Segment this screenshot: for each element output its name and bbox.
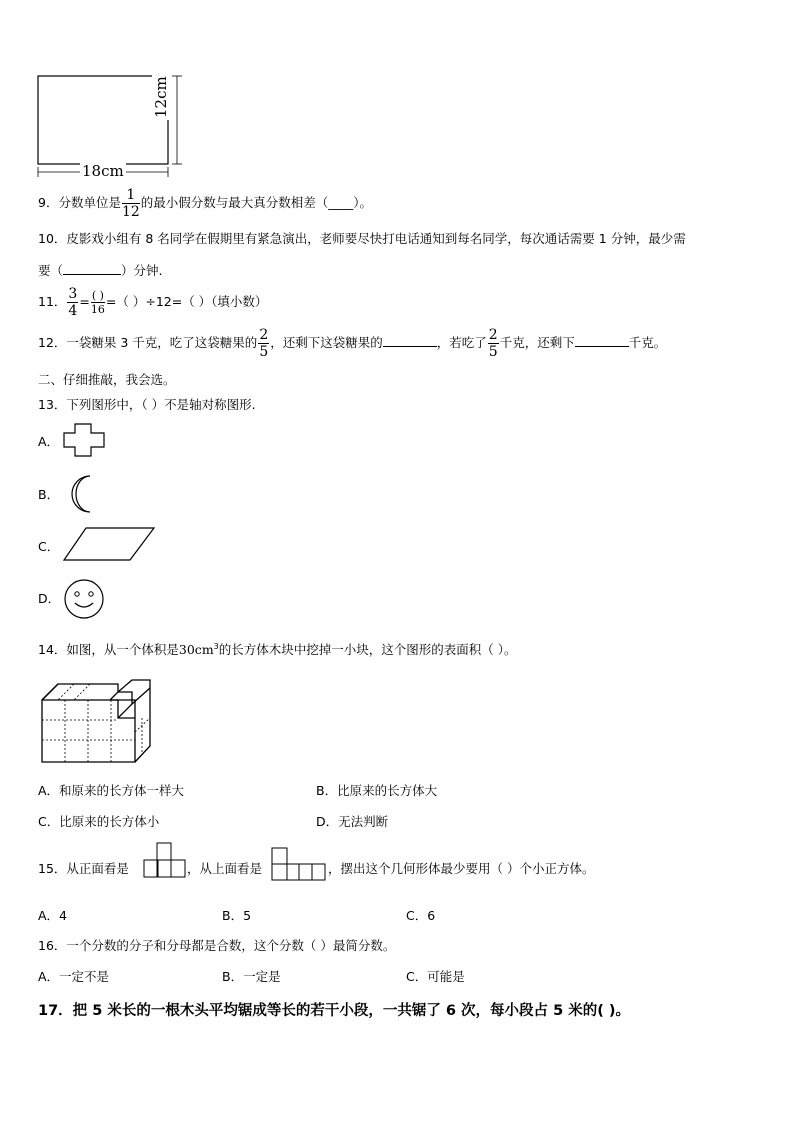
- question-9: 9．分数单位是 $\frac{1}{12}$ 的最小假分数与最大真分数相差（____）。: [38, 187, 373, 220]
- top-view-figure: [270, 846, 328, 882]
- option-b-label[interactable]: B．: [38, 487, 60, 502]
- question-15-post: ，摆出这个几何形体最少要用（ ）个小正方体。: [328, 861, 595, 876]
- q16-option-c[interactable]: C．可能是: [406, 969, 465, 984]
- smiley-face-icon: [62, 578, 106, 620]
- question-10-line2: 要（ ）分钟.: [38, 263, 163, 278]
- question-13: 13．下列图形中，（ ）不是轴对称图形.: [38, 397, 256, 412]
- answer-blank[interactable]: [63, 274, 121, 275]
- rectangle-shape: [38, 76, 168, 164]
- q15-option-c[interactable]: C．6: [406, 908, 436, 923]
- q14-option-c[interactable]: C．比原来的长方体小: [38, 814, 160, 829]
- height-label: 12cm: [152, 76, 170, 118]
- question-12: 12．一袋糖果 3 千克，吃了这袋糖果的 $\frac{2}{5}$ ，还剩下这袋糖果的 ，若吃了 $\frac{2}{5}$ 千克，还剩下 千克。: [38, 327, 667, 360]
- question-11: 11． $\frac{3}{4}$ = $\frac{( )}{16}$ =（ ）÷12=（ ）（填小数）: [38, 286, 268, 319]
- q15-option-b[interactable]: B．5: [222, 908, 252, 923]
- option-a-label[interactable]: A．: [38, 434, 60, 449]
- width-label: 18cm: [82, 162, 124, 180]
- q16-option-a[interactable]: A．一定不是: [38, 969, 110, 984]
- cross-shape-icon: [62, 422, 106, 458]
- parallelogram-icon: [62, 526, 158, 562]
- answer-blank[interactable]: [383, 346, 437, 347]
- option-c-label[interactable]: C．: [38, 539, 60, 554]
- q14-option-d[interactable]: D．无法判断: [316, 814, 389, 829]
- q16-option-b[interactable]: B．一定是: [222, 969, 281, 984]
- q14-option-a[interactable]: A．和原来的长方体一样大: [38, 783, 185, 798]
- q14-option-b[interactable]: B．比原来的长方体大: [316, 783, 438, 798]
- question-15-pre: 15．从正面看是: [38, 861, 129, 876]
- question-15-mid: ，从上面看是: [187, 861, 263, 876]
- question-10-line1: 10．皮影戏小组有 8 名同学在假期里有紧急演出，老师要尽快打电话通知到每名同学，每次通话需要 1 分钟，最少需: [38, 231, 686, 246]
- question-17: 17．把 5 米长的一根木头平均锯成等长的若干小段，一共锯了 6 次，每小段占 5 米的( )。: [38, 1003, 631, 1019]
- front-view-figure: [143, 841, 189, 881]
- option-d-label[interactable]: D．: [38, 591, 61, 606]
- cuboid-with-notch-figure: [38, 676, 156, 768]
- section-heading: 二、仔细推敲，我会选。: [38, 372, 176, 387]
- q15-option-a[interactable]: A．4: [38, 908, 68, 923]
- answer-blank[interactable]: [575, 346, 629, 347]
- question-14: 14．如图，从一个体积是$30cm^3$的长方体木块中挖掉一小块，这个图形的表面积（ ）。: [38, 641, 517, 657]
- crescent-moon-icon: [62, 473, 102, 515]
- question-16: 16．一个分数的分子和分母都是合数，这个分数（ ）最简分数。: [38, 938, 396, 953]
